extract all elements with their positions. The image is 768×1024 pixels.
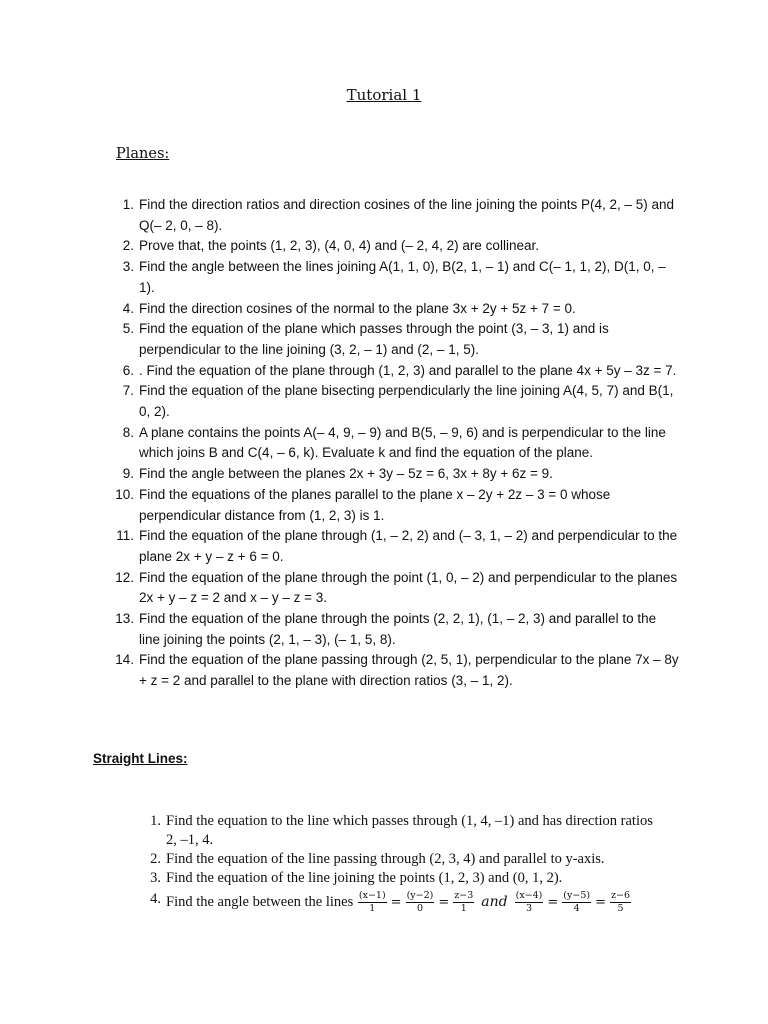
list-item	[122, 257, 679, 298]
item-text: Find the equation of the line passing through (2, 3, 4) and parallel to y-axis.	[166, 851, 605, 867]
item-text: Find the equation of the plane which passes through the point (3, – 3, 1) and is perpendicular to the line joining (3, 2, – 1) and (2, – 1, 5).	[139, 321, 609, 357]
item-number: 1.	[122, 197, 134, 212]
fraction-numerator: (y−5)	[563, 890, 591, 901]
item-number: 6.	[122, 362, 134, 378]
item-text: A plane contains the points A(– 4, 9, – 9) and B(5, – 9, 6) and is perpendicular to the line which joins B and C(4, – 6, k). Evaluate k and find the equation of the plane.	[139, 424, 666, 461]
item-number: 7.	[122, 383, 134, 399]
item-text: Find the angle between the planes 2x + 3y – 5z = 6, 3x + 8y + 6z = 9.	[139, 466, 553, 482]
item-number: 4.	[122, 300, 134, 316]
list-item	[122, 464, 679, 485]
item-text: Find the angle between the lines	[166, 894, 354, 910]
planes-question-list	[115, 195, 679, 692]
list-item	[122, 381, 679, 422]
list-item	[150, 869, 666, 888]
item-text: Prove that, the points (1, 2, 3), (4, 0, 4) and (– 2, 4, 2) are collinear.	[139, 238, 539, 254]
item-number: 13.	[115, 611, 134, 627]
item-number: 8.	[122, 424, 134, 440]
item-number: 3.	[150, 870, 161, 886]
fraction-denominator: 4	[573, 903, 580, 914]
item-text: Find the equation of the plane through (1, – 2, 2) and (– 3, 1, – 2) and perpendicular to the plane 2x + y – z + 6 = 0.	[139, 528, 678, 564]
item-text: Find the direction cosines of the normal to the plane 3x + 2y + 5z + 7 = 0.	[139, 300, 576, 316]
item-text: Find the equation of the line joining the points (1, 2, 3) and (0, 1, 2).	[166, 870, 563, 886]
list-item	[115, 650, 679, 691]
fraction-denominator: 5	[617, 903, 624, 914]
planes-heading: Planes:	[116, 146, 170, 162]
item-number: 12.	[115, 569, 134, 585]
page-title: Tutorial 1	[346, 86, 422, 104]
fraction-numerator: (x−4)	[515, 890, 543, 901]
fraction	[515, 890, 544, 915]
equals-sign: =	[595, 895, 606, 910]
item-number: 3.	[122, 259, 134, 275]
list-item	[115, 485, 679, 526]
item-number: 10.	[115, 486, 134, 502]
equals-sign: =	[390, 895, 402, 910]
fraction-numerator: z−3	[454, 890, 474, 901]
conjunction: and	[481, 894, 508, 910]
fraction-numerator: (x−1)	[358, 890, 386, 901]
fraction-numerator: z−6	[611, 890, 631, 901]
item-text: Find the direction ratios and direction cosines of the line joining the points P(4, 2, – 5) and Q(– 2, 0, – 8).	[139, 197, 675, 233]
fraction	[453, 890, 474, 915]
list-item	[116, 526, 679, 567]
fraction	[358, 890, 387, 915]
list-item	[122, 236, 679, 257]
fraction-denominator: 0	[416, 903, 423, 914]
item-number: 11.	[116, 528, 134, 544]
item-text: . Find the equation of the plane through (1, 2, 3) and parallel to the plane 4x + 5y – 3z = 7.	[139, 362, 677, 378]
list-item	[122, 423, 679, 464]
equals-sign: =	[438, 895, 450, 910]
item-number: 4.	[150, 891, 161, 907]
list-item	[122, 361, 679, 382]
item-text: Find the equation of the plane through the points (2, 2, 1), (1, – 2, 3) and parallel to the line joining the points (2, 1, – 3), (– 1, 5, 8).	[139, 611, 657, 647]
item-text: Find the equation of the plane passing through (2, 5, 1), perpendicular to the plane 7x – 8y + z = 2 and parallel to the plane with direction ratios (3, – 1, 2).	[139, 652, 679, 689]
straight-lines-question-list	[150, 812, 666, 915]
item-text: Find the equation of the plane through the point (1, 0, – 2) and perpendicular to the planes 2x + y – z = 2 and x – y – z = 3.	[139, 569, 678, 606]
list-item	[115, 609, 679, 650]
list-item	[150, 890, 666, 915]
fraction	[562, 890, 591, 915]
fraction	[406, 890, 435, 915]
straight-lines-heading: Straight Lines:	[93, 751, 188, 766]
list-item	[150, 850, 666, 869]
item-text: Find the equations of the planes parallel to the plane x – 2y + 2z – 3 = 0 whose perpendicular distance from (1, 2, 3) is 1.	[139, 486, 611, 523]
fraction-numerator: (y−2)	[406, 890, 434, 901]
item-text: Find the equation to the line which passes through (1, 4, –1) and has direction ratios 2, –1, 4.	[166, 813, 653, 848]
equals-sign: =	[547, 895, 559, 910]
item-number: 14.	[115, 652, 134, 668]
fraction-denominator: 1	[460, 903, 467, 914]
item-text: Find the angle between the lines joining A(1, 1, 0), B(2, 1, – 1) and C(– 1, 1, 2), D(1, 0, – 1).	[139, 259, 666, 295]
list-item	[150, 812, 666, 850]
item-number: 2.	[150, 851, 161, 867]
item-number: 1.	[150, 813, 161, 829]
list-item	[122, 299, 679, 320]
fraction-denominator: 1	[369, 903, 376, 914]
item-number: 9.	[122, 466, 134, 482]
list-item	[122, 195, 679, 236]
list-item	[115, 568, 679, 609]
fraction	[610, 890, 631, 915]
list-item	[122, 319, 679, 360]
item-number: 2.	[122, 238, 134, 254]
fraction-denominator: 3	[525, 903, 533, 914]
item-number: 5.	[122, 321, 134, 337]
item-text: Find the equation of the plane bisecting perpendicularly the line joining A(4, 5, 7) and B(1, 0, 2).	[139, 383, 674, 420]
